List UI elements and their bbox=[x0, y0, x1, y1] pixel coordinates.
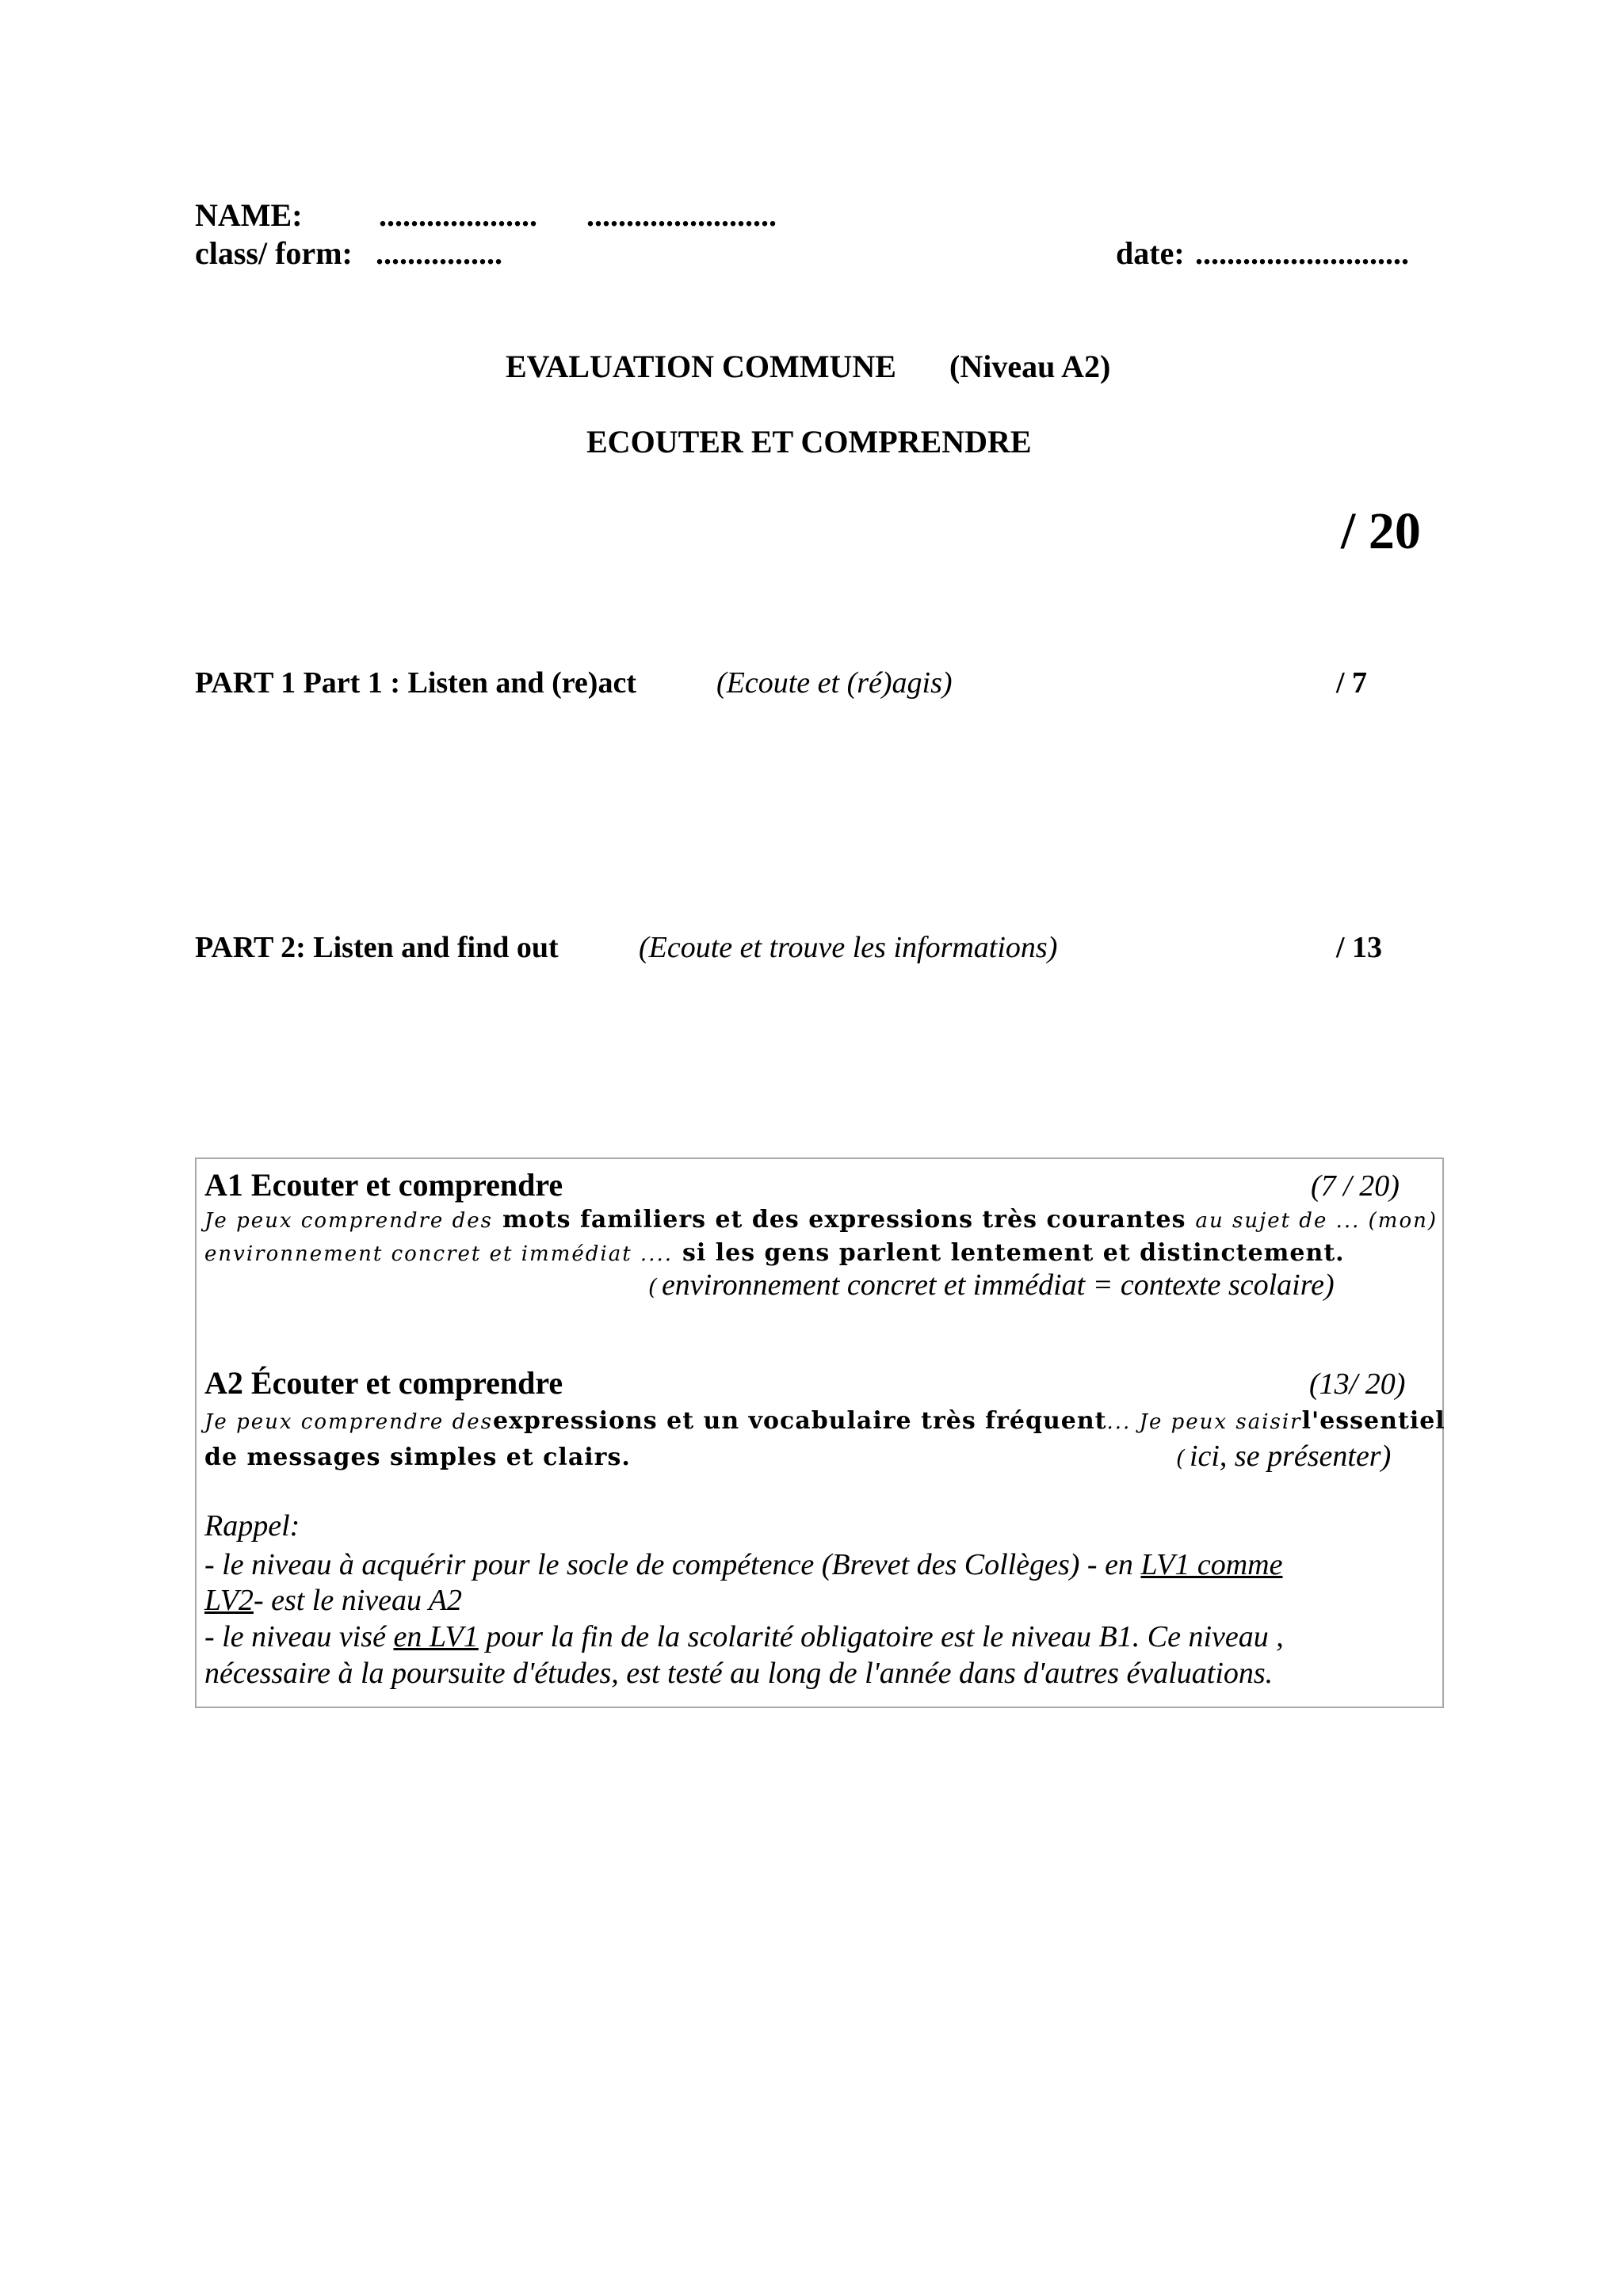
a2-note-paren: ( bbox=[1176, 1445, 1186, 1471]
a1-title: A1 Ecouter et comprendre bbox=[204, 1167, 563, 1203]
rappel-line-3 bbox=[204, 1622, 1284, 1652]
part-2-french: (Ecoute et trouve les informations) bbox=[639, 931, 1058, 964]
level-label: (Niveau A2) bbox=[949, 349, 1111, 384]
a1-note-paren: ( bbox=[648, 1274, 659, 1300]
a2-note-text: ici, se présenter) bbox=[1189, 1440, 1392, 1473]
part-2-score: / 13 bbox=[1336, 931, 1383, 964]
class-label: class/ form: bbox=[195, 235, 353, 271]
a2-line-1 bbox=[204, 1407, 1445, 1435]
date-field[interactable]: ........................... bbox=[1195, 235, 1409, 271]
total-score: / 20 bbox=[1341, 502, 1421, 560]
a1-line-2 bbox=[204, 1241, 1345, 1265]
a1-line-2-plain: si les gens parlent lentement et distinctement. bbox=[682, 1239, 1345, 1267]
rappel-line-1-text: - le niveau à acquérir pour le socle de compétence (Brevet des Collèges) - en bbox=[204, 1548, 1141, 1581]
rappel-line-1-underlined: LV1 comme bbox=[1140, 1548, 1283, 1581]
part-2-label: PART 2: Listen and find out bbox=[195, 931, 559, 964]
part-1-french: (Ecoute et (ré)agis) bbox=[716, 666, 953, 700]
a2-script-b: ... Je peux saisir bbox=[1106, 1410, 1302, 1434]
name-field-first[interactable]: .................... bbox=[379, 197, 537, 233]
part-1-score: / 7 bbox=[1336, 666, 1368, 700]
a1-score: (7 / 20) bbox=[1311, 1169, 1400, 1203]
class-field[interactable]: ................ bbox=[376, 235, 502, 271]
competence-box bbox=[195, 1158, 1444, 1708]
rappel-line-2-underlined: LV2 bbox=[204, 1584, 254, 1617]
a2-plain-b: l'essentiel bbox=[1301, 1407, 1445, 1435]
rappel-line-2-text: - est le niveau A2 bbox=[253, 1584, 463, 1617]
rappel-line-3-text-b: pour la fin de la scolarité obligatoire est le niveau B1. Ce niveau , bbox=[478, 1620, 1284, 1653]
a1-line-2-script: environnement concret et immédiat .... bbox=[204, 1242, 673, 1266]
a2-title: A2 Écouter et comprendre bbox=[204, 1365, 563, 1401]
a2-script-a: Je peux comprendre des bbox=[204, 1410, 493, 1434]
part-1-label: PART 1 Part 1 : Listen and (re)act bbox=[195, 666, 636, 700]
rappel-line-1 bbox=[204, 1550, 1283, 1580]
evaluation-title: EVALUATION COMMUNE bbox=[506, 349, 896, 384]
a1-line-1 bbox=[204, 1208, 1438, 1232]
a1-script-a: Je peux comprendre des bbox=[204, 1209, 493, 1233]
date-label: date: bbox=[1116, 235, 1185, 271]
rappel-line-3-text-a: - le niveau visé bbox=[204, 1620, 394, 1653]
a2-plain-a: expressions et un vocabulaire très fréquent bbox=[492, 1407, 1107, 1435]
name-field-last[interactable]: ........................ bbox=[586, 197, 777, 233]
a1-script-b: au sujet de ... (mon) bbox=[1195, 1209, 1438, 1233]
rappel-line-3-underlined: en LV1 bbox=[393, 1620, 479, 1653]
a2-note bbox=[1176, 1441, 1391, 1471]
a2-line-2: de messages simples et clairs. bbox=[204, 1444, 631, 1471]
name-label: NAME: bbox=[195, 197, 303, 233]
rappel-title: Rappel: bbox=[204, 1509, 300, 1543]
rappel-line-2 bbox=[204, 1585, 462, 1615]
a1-note bbox=[648, 1270, 1335, 1300]
a1-note-text: environnement concret et immédiat = contexte scolaire) bbox=[661, 1268, 1335, 1302]
a2-score: (13/ 20) bbox=[1309, 1367, 1406, 1401]
skill-title: ECOUTER ET COMPRENDRE bbox=[586, 424, 1032, 460]
a1-plain: mots familiers et des expressions très courantes bbox=[502, 1206, 1186, 1234]
rappel-line-4: nécessaire à la poursuite d'études, est testé au long de l'année dans d'autres évaluations. bbox=[204, 1657, 1274, 1690]
